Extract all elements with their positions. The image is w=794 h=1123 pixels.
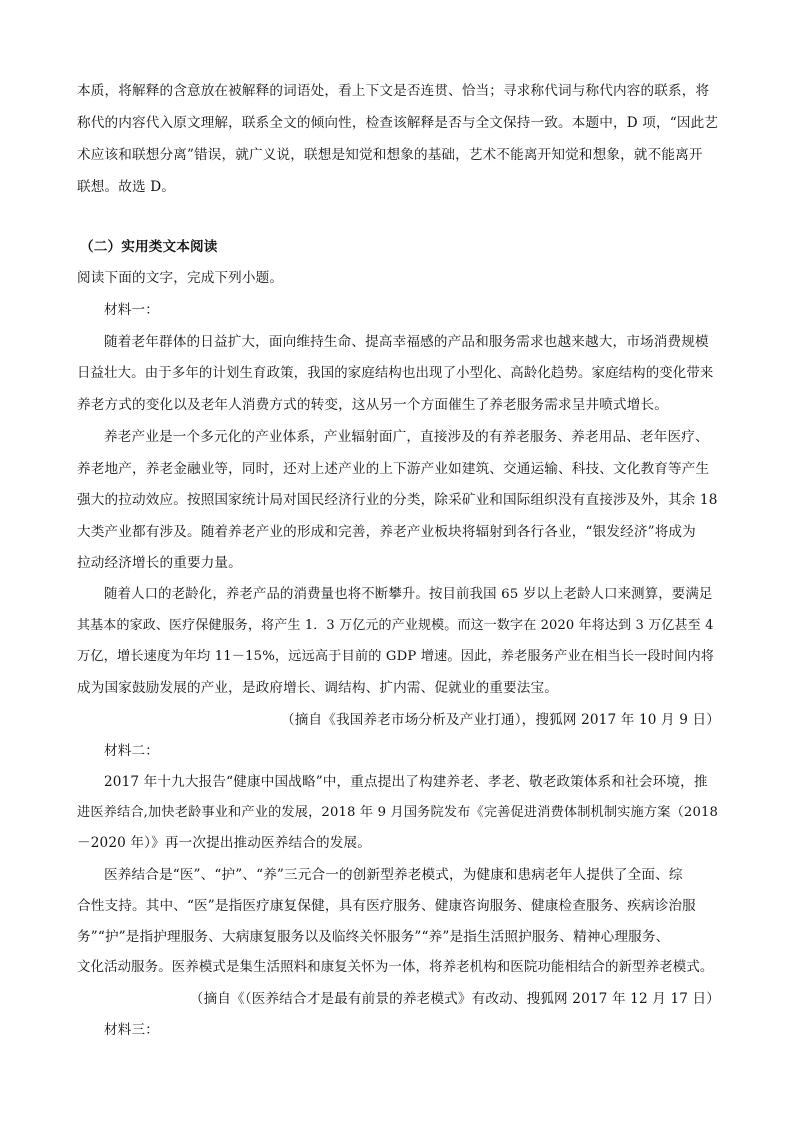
material1-label: 材料一： bbox=[104, 302, 159, 318]
intro-line: 本质，将解释的含意放在被解释的词语处，看上下文是否连贯、恰当；寻求称代词与称代内容的联系，将 bbox=[77, 83, 710, 99]
paragraph-line: 成为国家鼓励发展的产业，是政府增长、调结构、扩内需、促就业的重要法宝。 bbox=[77, 680, 559, 696]
paragraph-line: 文化活动服务。医养模式是集生活照料和康复关怀为一体，将养老机构和医院功能相结合的新型养老模式。 bbox=[77, 960, 714, 975]
paragraph-line: 养老产业是一个多元化的产业体系，产业辐射面广，直接涉及的有养老服务、养老用品、老年医疗、 bbox=[104, 429, 709, 445]
paragraph-line: 随着人口的老龄化，养老产品的消费量也将不断攀升。按目前我国 65 岁以上老龄人口来测算，要满足 bbox=[104, 587, 713, 602]
paragraph-line: 合性支持。其中、“医”是指医疗康复保健，具有医疗服务、健康咨询服务、健康检查服务、疾病诊治服 bbox=[77, 898, 696, 914]
paragraph-line: 拉动经济增长的重要力量。 bbox=[77, 555, 242, 571]
instruction-text: 阅读下面的文字，完成下列小题。 bbox=[77, 270, 284, 286]
intro-line: 术应该和联想分离”错误，就广义说，联想是知觉和想象的基础，艺术不能离开知觉和想象，就不能离开 bbox=[77, 147, 703, 163]
paragraph-line: 务”“护”是指护理服务、大病康复服务以及临终关怀服务”“养”是指生活照护服务、精神心理服务、 bbox=[77, 929, 670, 945]
paragraph-line: 养老方式的变化以及老年人消费方式的转变，这从另一个方面催生了养老服务需求呈井喷式增长。 bbox=[77, 397, 668, 413]
paragraph-line: 万亿，增长速度为年均 11－15%，远远高于目前的 GDP 增速。因此，养老服务产业在相当长一段时间内将 bbox=[77, 649, 715, 664]
material2-label: 材料二： bbox=[104, 743, 159, 759]
intro-line: 联想。故选 D。 bbox=[77, 179, 175, 195]
paragraph-line: －2020 年）》再一次提出推动医养结合的发展。 bbox=[77, 835, 371, 851]
paragraph-line: 日益壮大。由于多年的计划生育政策，我国的家庭结构也出现了小型化、高龄化趋势。家庭结构的变化带来 bbox=[77, 366, 714, 381]
paragraph-line: 进医养结合,加快老龄事业和产业的发展，2018 年 9 月国务院发布《完善促进消费体制机制实施方案（2018 bbox=[77, 805, 719, 820]
section-heading: （二）实用类文本阅读 bbox=[80, 239, 218, 255]
material3-label: 材料三： bbox=[104, 1022, 159, 1038]
paragraph-line: 养老地产，养老金融业等，同时，还对上述产业的上下游产业如建筑、交通运输、科技、文化教育等产生 bbox=[77, 461, 710, 477]
paragraph-line: 医养结合是“医”、“护”、“养”三元合一的创新型养老模式，为健康和患病老年人提供了全面、综 bbox=[104, 867, 683, 883]
paragraph-line: 2017 年十九大报告“健康中国战略”中，重点提出了构建养老、孝老、敬老政策体系和社会环境，推 bbox=[104, 774, 708, 790]
source-citation: （摘自《（医养结合才是最有前景的养老模式》有改动、搜狐网 2017 年 12 月 17 日） bbox=[189, 991, 720, 1007]
intro-line: 称代的内容代入原文理解，联系全文的倾向性，检查该解释是否与全文保持一致。本题中，D 项，“因此艺 bbox=[77, 115, 719, 131]
paragraph-line: 大类产业都有涉及。随着养老产业的形成和完善，养老产业板块将辐射到各行各业，“银发经济”将成为 bbox=[77, 524, 696, 540]
paragraph-line: 其基本的家政、医疗保健服务，将产生 1．3 万亿元的产业规模。而这一数字在 2020 年将达到 3 万亿甚至 4 bbox=[77, 618, 714, 633]
paragraph-line: 随着老年群体的日益扩大，面向维持生命、提高幸福感的产品和服务需求也越来越大，市场消费规模 bbox=[104, 334, 709, 350]
source-citation: （摘自《我国养老市场分析及产业打通），搜狐网 2017 年 10 月 9 日） bbox=[281, 712, 720, 728]
paragraph-line: 强大的拉动效应。按照国家统计局对国民经济行业的分类，除采矿业和国际组织没有直接涉及外，其余 18 bbox=[77, 492, 718, 508]
